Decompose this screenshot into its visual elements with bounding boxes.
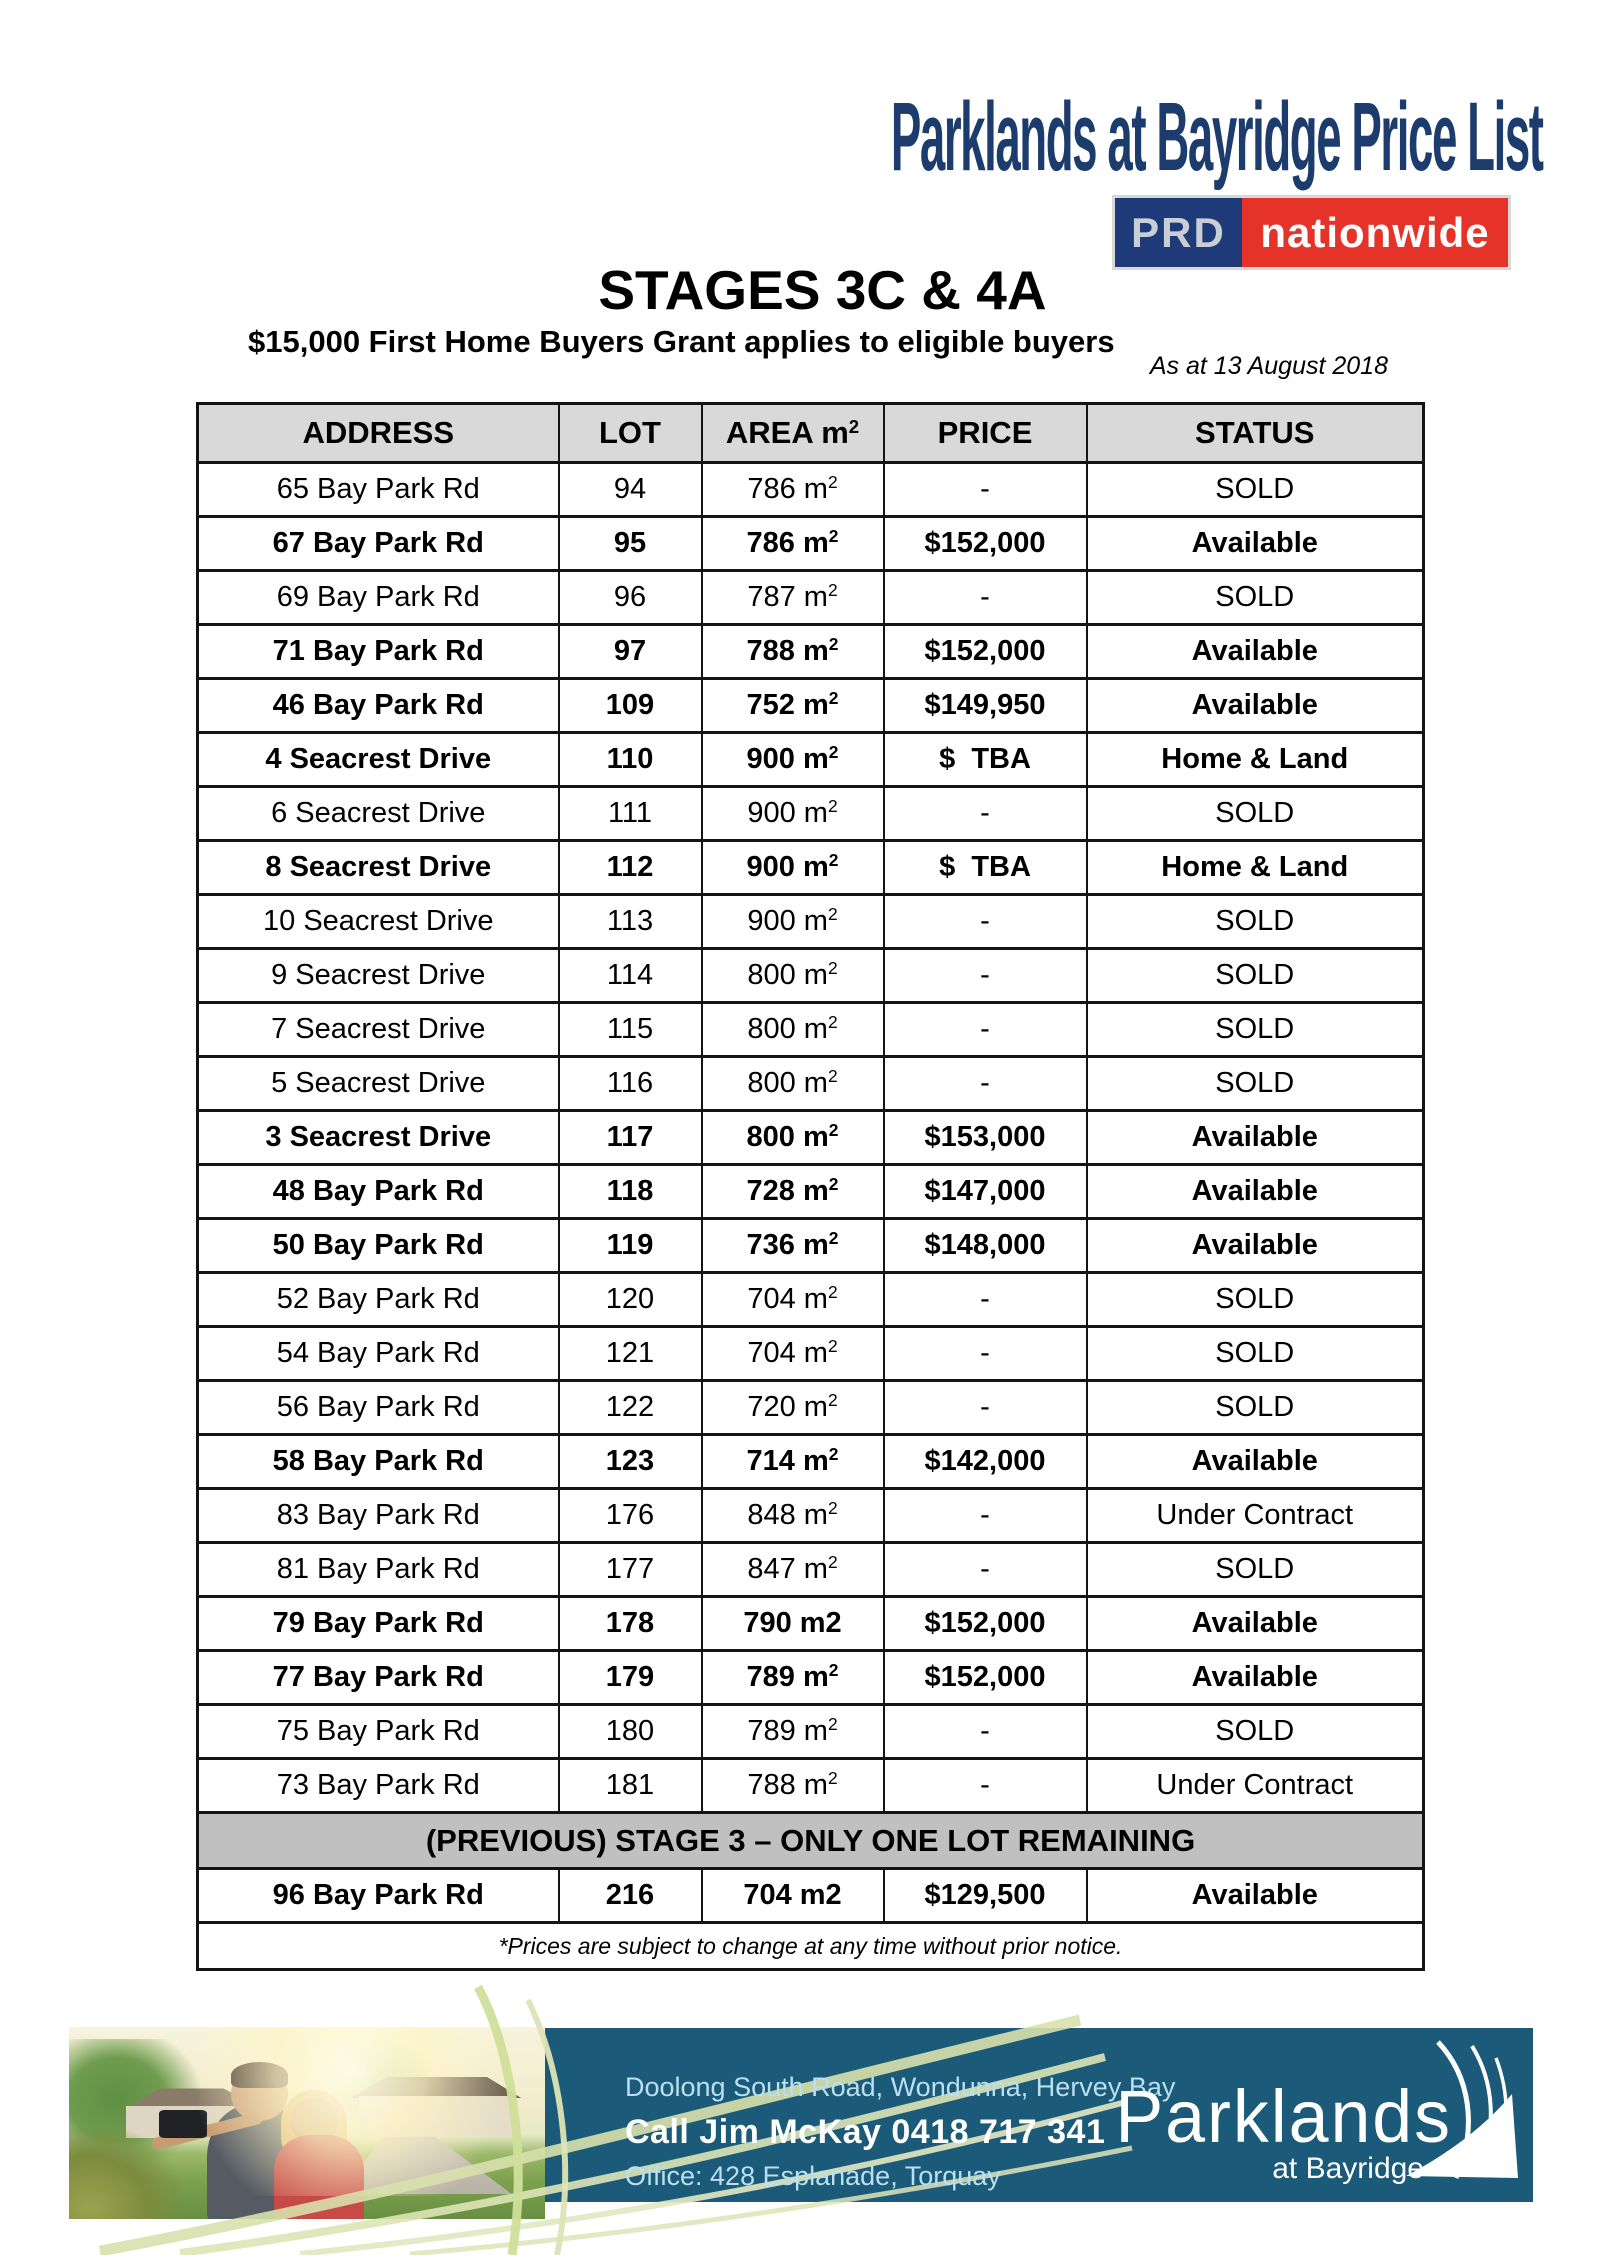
price-cell: - <box>884 895 1087 949</box>
address-cell: 50 Bay Park Rd <box>198 1219 559 1273</box>
status-cell: SOLD <box>1087 1381 1424 1435</box>
lot-cell: 115 <box>559 1003 702 1057</box>
area-cell: 789 $m^2$ <box>702 1705 884 1759</box>
price-cell: - <box>884 1759 1087 1813</box>
lot-cell: 122 <box>559 1381 702 1435</box>
price-cell: $147,000 <box>884 1165 1087 1219</box>
address-cell: 65 Bay Park Rd <box>198 463 559 517</box>
address-cell: 79 Bay Park Rd <box>198 1597 559 1651</box>
price-cell: - <box>884 787 1087 841</box>
address-cell: 9 Seacrest Drive <box>198 949 559 1003</box>
status-cell: SOLD <box>1087 787 1424 841</box>
table-row <box>198 463 1424 517</box>
lot-cell: 96 <box>559 571 702 625</box>
price-cell: - <box>884 1381 1087 1435</box>
status-cell: SOLD <box>1087 571 1424 625</box>
table-row <box>198 1435 1424 1489</box>
lot-cell: 111 <box>559 787 702 841</box>
status-cell: Available <box>1087 1165 1424 1219</box>
address-cell: 83 Bay Park Rd <box>198 1489 559 1543</box>
address-cell: 73 Bay Park Rd <box>198 1759 559 1813</box>
status-cell: Available <box>1087 1869 1424 1923</box>
address-cell: 46 Bay Park Rd <box>198 679 559 733</box>
table-row <box>198 787 1424 841</box>
price-cell: $152,000 <box>884 1597 1087 1651</box>
area-cell: 800 $m^2$ <box>702 949 884 1003</box>
price-cell: - <box>884 1543 1087 1597</box>
area-cell: 790 m2 <box>702 1597 884 1651</box>
status-cell: SOLD <box>1087 1327 1424 1381</box>
table-row <box>198 679 1424 733</box>
address-cell: 75 Bay Park Rd <box>198 1705 559 1759</box>
parklands-logo-name: Parklands <box>1115 2075 1452 2158</box>
area-cell: 900 $m^2$ <box>702 895 884 949</box>
status-cell: Under Contract <box>1087 1489 1424 1543</box>
area-cell: 786 $m^2$ <box>702 463 884 517</box>
lot-cell: 116 <box>559 1057 702 1111</box>
table-row <box>198 841 1424 895</box>
lot-cell: 114 <box>559 949 702 1003</box>
price-cell: $129,500 <box>884 1869 1087 1923</box>
area-cell: 788 $m^2$ <box>702 1759 884 1813</box>
status-cell: Available <box>1087 1597 1424 1651</box>
status-cell: Available <box>1087 517 1424 571</box>
area-cell: 704 $m^2$ <box>702 1273 884 1327</box>
price-cell: $149,950 <box>884 679 1087 733</box>
status-cell: SOLD <box>1087 1273 1424 1327</box>
address-cell: 3 Seacrest Drive <box>198 1111 559 1165</box>
price-cell: - <box>884 1327 1087 1381</box>
table-row <box>198 1381 1424 1435</box>
price-cell: $152,000 <box>884 1651 1087 1705</box>
table-row <box>198 1219 1424 1273</box>
area-cell: 800 $m^2$ <box>702 1111 884 1165</box>
address-cell: 6 Seacrest Drive <box>198 787 559 841</box>
status-cell: Available <box>1087 625 1424 679</box>
lot-cell: 118 <box>559 1165 702 1219</box>
lot-cell: 181 <box>559 1759 702 1813</box>
stage-3-divider-label: (PREVIOUS) STAGE 3 – ONLY ONE LOT REMAINING <box>198 1813 1424 1869</box>
table-row <box>198 1165 1424 1219</box>
area-cell: 736 $m^2$ <box>702 1219 884 1273</box>
address-cell: 7 Seacrest Drive <box>198 1003 559 1057</box>
parklands-logo <box>1080 2075 1452 2186</box>
status-cell: SOLD <box>1087 949 1424 1003</box>
table-row <box>198 1597 1424 1651</box>
col-header-price: PRICE <box>884 404 1087 463</box>
status-cell: SOLD <box>1087 895 1424 949</box>
status-cell: SOLD <box>1087 463 1424 517</box>
price-cell: - <box>884 1057 1087 1111</box>
lot-cell: 110 <box>559 733 702 787</box>
price-cell: $152,000 <box>884 517 1087 571</box>
table-row <box>198 1327 1424 1381</box>
area-cell: 848 $m^2$ <box>702 1489 884 1543</box>
address-cell: 77 Bay Park Rd <box>198 1651 559 1705</box>
lot-cell: 113 <box>559 895 702 949</box>
price-disclaimer: *Prices are subject to change at any time without prior notice. <box>198 1923 1424 1970</box>
address-cell: 54 Bay Park Rd <box>198 1327 559 1381</box>
footer-address-line: Doolong South Road, Wondunna, Hervey Bay <box>625 2072 1176 2102</box>
lot-cell: 177 <box>559 1543 702 1597</box>
document-title: Parklands at Bayridge Price List <box>891 82 1543 191</box>
col-header-area: AREA $m^2$ <box>702 404 884 463</box>
address-cell: 10 Seacrest Drive <box>198 895 559 949</box>
area-cell: 847 $m^2$ <box>702 1543 884 1597</box>
table-row <box>198 1869 1424 1923</box>
col-header-lot: LOT <box>559 404 702 463</box>
prd-logo-mark: PRD <box>1115 198 1242 267</box>
price-cell: - <box>884 1489 1087 1543</box>
price-cell: - <box>884 1003 1087 1057</box>
price-table <box>196 402 1425 1971</box>
area-cell: 704 $m^2$ <box>702 1327 884 1381</box>
status-cell: SOLD <box>1087 1705 1424 1759</box>
lot-cell: 176 <box>559 1489 702 1543</box>
area-cell: 800 $m^2$ <box>702 1003 884 1057</box>
status-cell: Available <box>1087 679 1424 733</box>
area-cell: 900 $m^2$ <box>702 733 884 787</box>
table-row <box>198 1057 1424 1111</box>
price-cell: - <box>884 949 1087 1003</box>
area-cell: 704 m2 <box>702 1869 884 1923</box>
address-cell: 96 Bay Park Rd <box>198 1869 559 1923</box>
table-header <box>198 404 1424 463</box>
address-cell: 69 Bay Park Rd <box>198 571 559 625</box>
col-header-status: STATUS <box>1087 404 1424 463</box>
parklands-logo-tagline: at Bayridge <box>1272 2152 1424 2185</box>
status-cell: SOLD <box>1087 1057 1424 1111</box>
table-row <box>198 1489 1424 1543</box>
previous-stage-3-rows <box>198 1869 1424 1923</box>
price-cell: $142,000 <box>884 1435 1087 1489</box>
area-cell: 800 $m^2$ <box>702 1057 884 1111</box>
stage-3c-4a-rows <box>198 463 1424 1813</box>
lot-cell: 120 <box>559 1273 702 1327</box>
lot-cell: 94 <box>559 463 702 517</box>
area-cell: 714 $m^2$ <box>702 1435 884 1489</box>
footer-call-line: Call Jim McKay 0418 717 341 <box>625 2113 1106 2151</box>
parklands-swoosh-icon <box>1398 2036 1523 2186</box>
address-cell: 48 Bay Park Rd <box>198 1165 559 1219</box>
status-cell: Home & Land <box>1087 733 1424 787</box>
lot-cell: 179 <box>559 1651 702 1705</box>
status-cell: Under Contract <box>1087 1759 1424 1813</box>
address-cell: 71 Bay Park Rd <box>198 625 559 679</box>
price-cell: - <box>884 1273 1087 1327</box>
price-cell: $148,000 <box>884 1219 1087 1273</box>
area-cell: 789 $m^2$ <box>702 1651 884 1705</box>
area-cell: 788 $m^2$ <box>702 625 884 679</box>
table-row <box>198 1273 1424 1327</box>
prd-nationwide-logo <box>1115 198 1508 267</box>
address-cell: 8 Seacrest Drive <box>198 841 559 895</box>
header-row <box>198 404 1424 463</box>
status-cell: Available <box>1087 1651 1424 1705</box>
table-row <box>198 625 1424 679</box>
table-row <box>198 1759 1424 1813</box>
address-cell: 81 Bay Park Rd <box>198 1543 559 1597</box>
lot-cell: 97 <box>559 625 702 679</box>
price-cell: $152,000 <box>884 625 1087 679</box>
lot-cell: 95 <box>559 517 702 571</box>
table-row <box>198 1705 1424 1759</box>
table-row <box>198 1003 1424 1057</box>
lifestyle-photo <box>69 2027 545 2219</box>
area-cell: 900 $m^2$ <box>702 841 884 895</box>
table-row <box>198 571 1424 625</box>
area-cell: 787 $m^2$ <box>702 571 884 625</box>
table-row <box>198 1111 1424 1165</box>
prd-logo-nationwide: nationwide <box>1242 198 1508 267</box>
photo-sun-flare <box>155 2027 545 2196</box>
table-row <box>198 1543 1424 1597</box>
stage-heading: STAGES 3C & 4A <box>598 259 1047 321</box>
lot-cell: 180 <box>559 1705 702 1759</box>
area-cell: 900 $m^2$ <box>702 787 884 841</box>
table-row <box>198 733 1424 787</box>
area-cell: 786 $m^2$ <box>702 517 884 571</box>
lot-cell: 109 <box>559 679 702 733</box>
address-cell: 4 Seacrest Drive <box>198 733 559 787</box>
table-row <box>198 949 1424 1003</box>
col-header-address: ADDRESS <box>198 404 559 463</box>
address-cell: 56 Bay Park Rd <box>198 1381 559 1435</box>
status-cell: Available <box>1087 1219 1424 1273</box>
price-cell: $ TBA <box>884 733 1087 787</box>
price-cell: $153,000 <box>884 1111 1087 1165</box>
status-cell: SOLD <box>1087 1003 1424 1057</box>
price-cell: - <box>884 571 1087 625</box>
as-at-date: As at 13 August 2018 <box>1149 352 1388 380</box>
area-cell: 728 $m^2$ <box>702 1165 884 1219</box>
area-cell: 720 $m^2$ <box>702 1381 884 1435</box>
address-cell: 58 Bay Park Rd <box>198 1435 559 1489</box>
footnote-section <box>198 1923 1424 1970</box>
status-cell: Available <box>1087 1435 1424 1489</box>
table-row <box>198 1651 1424 1705</box>
area-cell: 752 $m^2$ <box>702 679 884 733</box>
lot-cell: 178 <box>559 1597 702 1651</box>
price-cell: $ TBA <box>884 841 1087 895</box>
status-cell: SOLD <box>1087 1543 1424 1597</box>
address-cell: 67 Bay Park Rd <box>198 517 559 571</box>
lot-cell: 117 <box>559 1111 702 1165</box>
lot-cell: 112 <box>559 841 702 895</box>
status-cell: Home & Land <box>1087 841 1424 895</box>
lot-cell: 121 <box>559 1327 702 1381</box>
footnote-row <box>198 1923 1424 1970</box>
lot-cell: 119 <box>559 1219 702 1273</box>
price-cell: - <box>884 463 1087 517</box>
stage-3-divider-section <box>198 1813 1424 1869</box>
stage-3-divider-row <box>198 1813 1424 1869</box>
price-cell: - <box>884 1705 1087 1759</box>
table-row <box>198 517 1424 571</box>
address-cell: 5 Seacrest Drive <box>198 1057 559 1111</box>
lot-cell: 123 <box>559 1435 702 1489</box>
footer-office-line: Office: 428 Esplanade, Torquay <box>625 2161 1001 2191</box>
status-cell: Available <box>1087 1111 1424 1165</box>
grant-subtitle: $15,000 First Home Buyers Grant applies to eligible buyers <box>248 324 1115 359</box>
table-row <box>198 895 1424 949</box>
address-cell: 52 Bay Park Rd <box>198 1273 559 1327</box>
lot-cell: 216 <box>559 1869 702 1923</box>
